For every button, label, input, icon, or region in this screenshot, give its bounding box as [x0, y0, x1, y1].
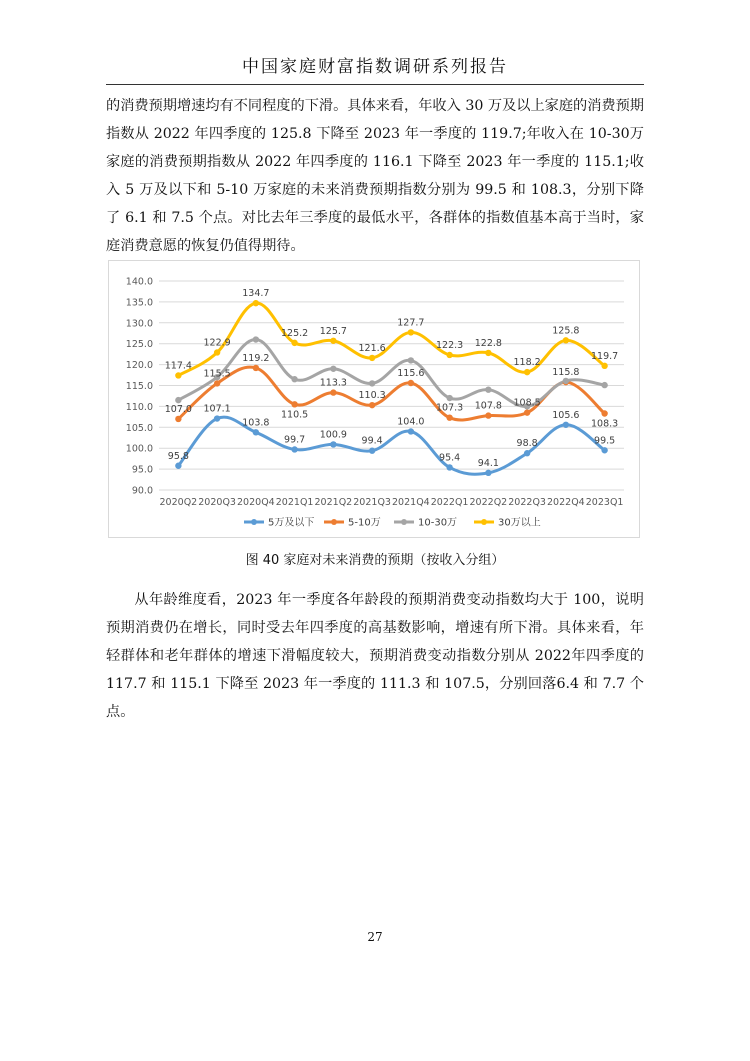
- data-point: [291, 446, 297, 452]
- data-label: 115.8: [552, 367, 580, 379]
- x-tick-label: 2021Q2: [314, 497, 353, 508]
- data-label: 122.8: [474, 337, 502, 349]
- y-tick-label: 100.0: [125, 443, 153, 455]
- y-tick-label: 115.0: [125, 381, 153, 392]
- data-point: [214, 380, 220, 386]
- report-header: 中国家庭财富指数调研系列报告: [106, 52, 644, 85]
- data-label: 125.8: [552, 325, 580, 337]
- data-label: 117.4: [164, 360, 192, 372]
- data-point: [485, 412, 491, 418]
- data-point: [524, 450, 530, 456]
- x-tick-label: 2021Q1: [275, 497, 314, 508]
- data-point: [408, 428, 414, 434]
- data-point: [291, 401, 297, 407]
- data-label: 107.8: [474, 400, 502, 412]
- legend-marker: [251, 519, 257, 525]
- chart-svg: [109, 261, 639, 537]
- data-label: 100.9: [319, 429, 347, 441]
- x-axis-ticks: [160, 497, 624, 508]
- data-point: [330, 441, 336, 447]
- data-label: 98.8: [516, 438, 538, 450]
- data-point: [291, 340, 297, 346]
- data-label: 118.2: [513, 357, 541, 369]
- legend: [244, 516, 541, 529]
- data-point: [253, 300, 259, 306]
- data-label: 108.3: [591, 418, 619, 430]
- data-point: [563, 422, 569, 428]
- legend-label: 30万以上: [498, 517, 541, 529]
- x-tick-label: 2022Q4: [547, 497, 585, 508]
- x-tick-label: 2023Q1: [585, 497, 624, 508]
- legend-label: 5万及以下: [268, 517, 315, 529]
- data-label: 94.1: [477, 457, 499, 469]
- data-point: [330, 389, 336, 395]
- data-point: [369, 402, 375, 408]
- data-label: 122.3: [436, 339, 464, 351]
- data-point: [330, 338, 336, 344]
- data-label: 107.3: [436, 402, 464, 414]
- data-label: 99.7: [284, 434, 306, 446]
- data-point: [524, 369, 530, 375]
- y-tick-label: 110.0: [125, 401, 153, 413]
- legend-marker: [481, 519, 487, 525]
- data-point: [485, 350, 491, 356]
- data-label: 134.7: [242, 288, 270, 300]
- data-point: [446, 352, 452, 358]
- legend-marker: [401, 519, 407, 525]
- data-point: [601, 363, 607, 369]
- data-point: [214, 349, 220, 355]
- data-label: 122.9: [203, 337, 231, 349]
- data-point: [601, 447, 607, 453]
- legend-label: 5-10万: [348, 517, 381, 529]
- y-tick-label: 95.0: [131, 464, 153, 476]
- y-axis-ticks: [126, 277, 153, 497]
- data-label: 115.5: [203, 368, 231, 380]
- data-label: 104.0: [397, 416, 425, 428]
- y-tick-label: 130.0: [125, 318, 153, 330]
- data-point: [485, 386, 491, 392]
- y-tick-label: 120.0: [125, 360, 153, 372]
- paragraph-age-groups: 从年龄维度看，2023 年一季度各年龄段的预期消费变动指数均大于 100，说明预期消费仍在增长，同时受去年四季度的高基数影响，增速有所下滑。具体来看，年轻群体和老年群体的增速下滑幅度较大，预期消费变动指数分别从 2022年四季度的 117.7 和 115.1 下降至 2023 年一季度的 111.3 和 107.5，分别回落6.4 和 7.7 个点。: [106, 592, 644, 720]
- y-tick-label: 135.0: [125, 297, 153, 309]
- data-label: 99.5: [594, 435, 616, 447]
- data-point: [408, 357, 414, 363]
- data-label: 103.8: [242, 417, 270, 429]
- x-tick-label: 2021Q4: [392, 497, 430, 508]
- data-label: 95.8: [167, 450, 189, 462]
- y-tick-label: 125.0: [125, 339, 153, 351]
- data-label: 105.6: [552, 409, 580, 421]
- data-point: [601, 382, 607, 388]
- data-point: [291, 376, 297, 382]
- x-tick-label: 2022Q2: [469, 497, 508, 508]
- x-tick-label: 2020Q3: [198, 497, 236, 508]
- paragraph-income-groups: 的消费预期增速均有不同程度的下滑。具体来看，年收入 30 万及以上家庭的消费预期指数从 2022 年四季度的 125.8 下降至 2023 年一季度的 119.7;年收入在 10-30万家庭的消费预期指数从 2022 年四季度的 116.1 下降至 2023 年一季度的 115.1;收入 5 万及以下和 5-10 万家庭的未来消费预期指数分别为 99.5 和 108.3，分别下降了 6.1 和 7.5 个点。对比去年三季度的最低水平，各群体的指数值基本高于当时，家庭消费意愿的恢复仍值得期待。: [106, 98, 644, 254]
- data-point: [175, 372, 181, 378]
- data-label: 125.2: [281, 327, 309, 339]
- data-label: 110.5: [281, 409, 309, 421]
- data-point: [175, 416, 181, 422]
- series-line: [178, 337, 604, 407]
- page-number: 27: [367, 930, 383, 944]
- series-line: [178, 367, 604, 420]
- y-tick-label: 105.0: [125, 422, 153, 434]
- data-label: 110.3: [358, 390, 386, 402]
- series-points: [175, 300, 608, 476]
- x-tick-label: 2020Q2: [159, 497, 198, 508]
- legend-marker: [331, 519, 337, 525]
- data-point: [563, 378, 569, 384]
- data-point: [369, 448, 375, 454]
- data-label: 99.4: [361, 435, 383, 447]
- data-point: [253, 429, 259, 435]
- data-label: 95.4: [439, 452, 461, 464]
- data-point: [330, 366, 336, 372]
- data-point: [214, 415, 220, 421]
- data-label: 107.1: [203, 403, 231, 415]
- consumption-expectation-chart: [108, 260, 640, 538]
- x-tick-label: 2022Q3: [508, 497, 546, 508]
- data-label: 115.6: [397, 367, 425, 379]
- y-tick-label: 90.0: [131, 485, 153, 497]
- data-point: [175, 397, 181, 403]
- data-label: 127.7: [397, 317, 425, 329]
- data-label: 119.2: [242, 352, 270, 364]
- data-labels: [165, 288, 618, 469]
- y-tick-label: 140.0: [125, 276, 153, 288]
- data-point: [253, 336, 259, 342]
- x-tick-label: 2020Q4: [237, 497, 275, 508]
- figure-caption: 图 40 家庭对未来消费的预期（按收入分组）: [245, 553, 505, 568]
- data-point: [408, 380, 414, 386]
- data-point: [524, 409, 530, 415]
- data-point: [369, 355, 375, 361]
- data-point: [369, 380, 375, 386]
- data-point: [175, 463, 181, 469]
- data-point: [408, 329, 414, 335]
- data-point: [485, 470, 491, 476]
- data-point: [446, 464, 452, 470]
- x-tick-label: 2021Q3: [353, 497, 391, 508]
- data-point: [563, 337, 569, 343]
- data-point: [601, 410, 607, 416]
- data-label: 125.7: [319, 325, 347, 337]
- data-point: [446, 414, 452, 420]
- data-point: [446, 395, 452, 401]
- data-label: 113.3: [319, 377, 347, 389]
- data-label: 107.0: [164, 403, 192, 415]
- data-label: 121.6: [358, 342, 386, 354]
- legend-label: 10-30万: [418, 517, 458, 529]
- data-label: 108.5: [513, 397, 541, 409]
- data-label: 119.7: [591, 350, 619, 362]
- data-point: [253, 365, 259, 371]
- x-tick-label: 2022Q1: [430, 497, 469, 508]
